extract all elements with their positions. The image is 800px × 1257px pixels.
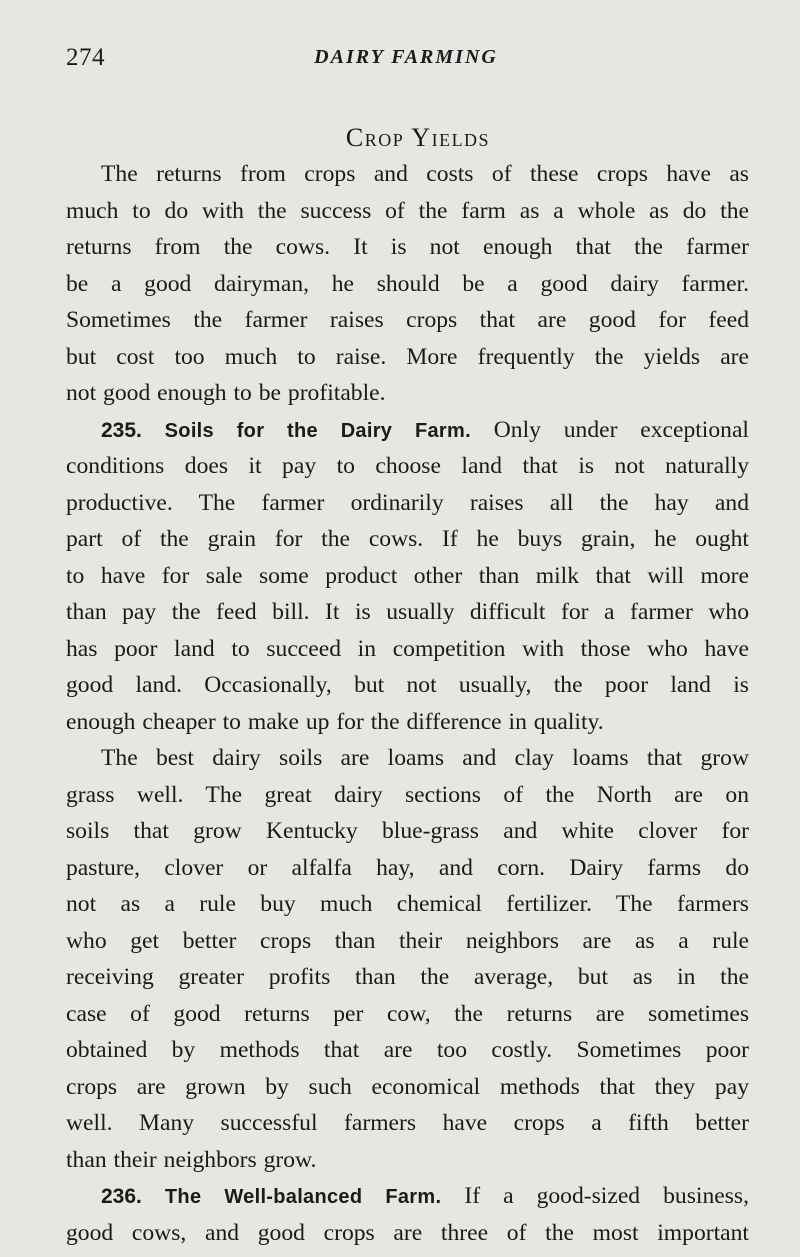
text-line: The best dairy soils are loams and clay loams that grow [101,745,749,771]
text-line: to have for sale some product other than milk that will more [66,562,749,589]
text-line: Sometimes the farmer raises crops that are good for feed [66,307,749,333]
text-line: receiving greater profits than the average, but as in the [66,964,749,990]
text-line: soils that grow Kentucky blue-grass and white clover for [66,818,749,844]
text-line: pasture, clover or alfalfa hay, and corn. Dairy farms do [66,854,749,881]
body-text [66,156,749,1251]
section-heading: Crop Yields [345,123,491,152]
text-line: The returns from crops and costs of these crops have as [101,161,749,187]
text-line: has poor land to succeed in competition with those who have [66,635,749,662]
text-line: well. Many successful farmers have crops a fifth better [66,1110,749,1136]
paragraph-236-first-line [66,1178,749,1215]
text-line: case of good returns per cow, the returns are sometimes [66,1000,749,1027]
text-line: obtained by methods that are too costly. Sometimes poor [66,1037,749,1063]
text-line: conditions does it pay to choose land that is not naturally [66,453,749,479]
text-line: than pay the feed bill. It is usually difficult for a farmer who [66,599,749,625]
text-run: If a good-sized business, [464,1183,749,1209]
paragraph-235-first-line [66,412,749,449]
paragraph-number: 235. [101,418,142,442]
paragraph-heading: Soils for the Dairy Farm. [164,419,471,442]
page-number: 274 [66,44,105,71]
text-line: good land. Occasionally, but not usually, the poor land is [66,672,749,698]
running-head [66,44,746,84]
text-line: much to do with the success of the farm as a whole as do the [66,197,749,224]
text-line: than their neighbors grow. [66,1146,317,1173]
text-line: good cows, and good crops are three of the most important [66,1219,749,1246]
text-line: not good enough to be profitable. [66,380,386,406]
paragraph-number: 236. [101,1185,142,1208]
text-line: enough cheaper to make up for the difference in quality. [66,708,604,735]
text-line: not as a rule buy much chemical fertilizer. The farmers [66,891,749,917]
text-line: be a good dairyman, he should be a good dairy farmer. [66,270,749,297]
paragraph-heading: The Well-balanced Farm. [164,1186,442,1208]
text-line: productive. The farmer ordinarily raises all the hay and [66,489,749,516]
text-run: Only under exceptional [493,416,749,443]
text-line: part of the grain for the cows. If he buys grain, he ought [66,526,749,552]
running-title: DAIRY FARMING [314,46,498,68]
text-line: but cost too much to raise. More frequently the yields are [66,343,749,370]
text-line: returns from the cows. It is not enough that the farmer [66,234,749,260]
text-line: crops are grown by such economical methods that they pay [66,1073,749,1100]
text-line: grass well. The great dairy sections of the North are on [66,781,749,808]
text-line: who get better crops than their neighbors are as a rule [66,927,749,954]
